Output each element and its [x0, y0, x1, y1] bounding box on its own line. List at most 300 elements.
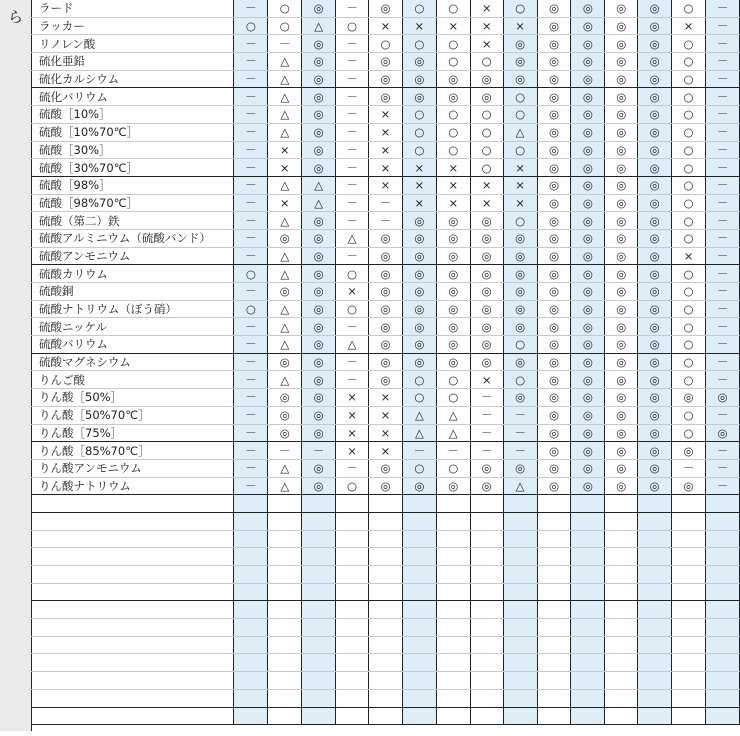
- rating-cell: ○: [672, 141, 706, 159]
- rating-cell: －: [234, 53, 268, 71]
- table-row: [31, 53, 740, 71]
- rating-cell: －: [706, 283, 740, 301]
- rating-cell: ◎: [638, 318, 672, 336]
- blank-cell: [402, 512, 436, 530]
- blank-name-cell: [31, 636, 234, 654]
- blank-cell: [706, 601, 740, 619]
- blank-cell: [268, 601, 302, 619]
- rating-cell: ◎: [537, 336, 571, 354]
- rating-cell: －: [234, 106, 268, 124]
- rating-cell: ◎: [571, 194, 605, 212]
- blank-row: [31, 601, 740, 619]
- rating-cell: ○: [402, 371, 436, 389]
- rating-cell: －: [234, 229, 268, 247]
- blank-cell: [605, 566, 638, 584]
- blank-cell: [268, 619, 302, 637]
- rating-cell: ◎: [605, 442, 638, 460]
- blank-cell: [672, 512, 706, 530]
- chemical-name: 硫酸マグネシウム: [31, 353, 234, 371]
- blank-row: [31, 530, 740, 548]
- blank-cell: [369, 495, 403, 513]
- blank-cell: [503, 689, 537, 707]
- rating-cell: －: [706, 194, 740, 212]
- rating-cell: ×: [470, 17, 503, 35]
- rating-cell: ○: [503, 212, 537, 230]
- blank-cell: [503, 619, 537, 637]
- blank-cell: [402, 707, 436, 725]
- rating-cell: ◎: [369, 70, 403, 88]
- blank-cell: [537, 495, 571, 513]
- rating-cell: ◎: [571, 212, 605, 230]
- blank-cell: [336, 654, 369, 672]
- rating-cell: ◎: [537, 17, 571, 35]
- blank-cell: [672, 672, 706, 690]
- rating-cell: －: [706, 141, 740, 159]
- table-row: [31, 265, 740, 283]
- rating-cell: ×: [470, 371, 503, 389]
- rating-cell: ◎: [571, 389, 605, 407]
- blank-cell: [302, 512, 336, 530]
- rating-cell: ◎: [402, 247, 436, 265]
- rating-cell: －: [336, 0, 369, 17]
- blank-cell: [605, 707, 638, 725]
- table-row: [31, 442, 740, 460]
- rating-cell: ◎: [638, 424, 672, 442]
- rating-cell: ◎: [605, 389, 638, 407]
- rating-cell: ◎: [470, 477, 503, 495]
- rating-cell: －: [369, 194, 403, 212]
- rating-cell: ◎: [302, 353, 336, 371]
- blank-cell: [638, 689, 672, 707]
- blank-cell: [369, 672, 403, 690]
- rating-cell: ◎: [638, 229, 672, 247]
- blank-cell: [503, 583, 537, 601]
- rating-cell: －: [706, 70, 740, 88]
- rating-cell: ○: [402, 389, 436, 407]
- rating-cell: ◎: [706, 389, 740, 407]
- blank-cell: [605, 672, 638, 690]
- rating-cell: ×: [336, 442, 369, 460]
- table-row: [31, 336, 740, 354]
- rating-cell: ○: [470, 141, 503, 159]
- blank-row: [31, 512, 740, 530]
- rating-cell: △: [336, 229, 369, 247]
- blank-cell: [302, 601, 336, 619]
- rating-cell: ◎: [302, 35, 336, 53]
- blank-name-cell: [31, 707, 234, 725]
- blank-cell: [302, 530, 336, 548]
- blank-cell: [402, 530, 436, 548]
- rating-cell: △: [503, 123, 537, 141]
- blank-cell: [537, 654, 571, 672]
- rating-cell: ◎: [638, 265, 672, 283]
- rating-cell: ○: [402, 459, 436, 477]
- blank-cell: [605, 512, 638, 530]
- rating-cell: －: [706, 265, 740, 283]
- rating-cell: ◎: [638, 247, 672, 265]
- blank-cell: [402, 601, 436, 619]
- rating-cell: －: [706, 53, 740, 71]
- rating-cell: ◎: [402, 212, 436, 230]
- rating-cell: ◎: [571, 353, 605, 371]
- blank-cell: [302, 654, 336, 672]
- rating-cell: ○: [503, 336, 537, 354]
- rating-cell: ◎: [605, 70, 638, 88]
- rating-cell: －: [503, 424, 537, 442]
- rating-cell: ◎: [302, 318, 336, 336]
- rating-cell: －: [234, 371, 268, 389]
- chemical-name: 硫酸アルミニウム（硫酸バンド）: [31, 229, 234, 247]
- blank-cell: [336, 672, 369, 690]
- rating-cell: ◎: [571, 371, 605, 389]
- blank-cell: [537, 672, 571, 690]
- blank-cell: [402, 636, 436, 654]
- rating-cell: ◎: [605, 141, 638, 159]
- rating-cell: ○: [436, 141, 470, 159]
- rating-cell: ○: [672, 353, 706, 371]
- rating-cell: －: [402, 442, 436, 460]
- blank-cell: [436, 583, 470, 601]
- rating-cell: ×: [369, 389, 403, 407]
- rating-cell: ◎: [605, 53, 638, 71]
- rating-cell: ◎: [503, 318, 537, 336]
- rating-cell: ×: [369, 424, 403, 442]
- rating-cell: ◎: [470, 212, 503, 230]
- rating-cell: ◎: [571, 283, 605, 301]
- blank-cell: [638, 619, 672, 637]
- rating-cell: ◎: [537, 53, 571, 71]
- rating-cell: ◎: [537, 247, 571, 265]
- rating-cell: ◎: [571, 176, 605, 194]
- rating-cell: ◎: [537, 353, 571, 371]
- blank-cell: [638, 707, 672, 725]
- rating-cell: ◎: [537, 106, 571, 124]
- blank-cell: [369, 636, 403, 654]
- rating-cell: ◎: [571, 300, 605, 318]
- rating-cell: ◎: [638, 194, 672, 212]
- rating-cell: ◎: [369, 371, 403, 389]
- blank-cell: [638, 654, 672, 672]
- blank-cell: [302, 619, 336, 637]
- rating-cell: ×: [369, 176, 403, 194]
- rating-cell: △: [268, 265, 302, 283]
- rating-cell: －: [436, 442, 470, 460]
- table-row: [31, 424, 740, 442]
- rating-cell: ◎: [302, 88, 336, 106]
- rating-cell: ○: [234, 300, 268, 318]
- rating-cell: △: [268, 318, 302, 336]
- rating-cell: －: [234, 283, 268, 301]
- blank-cell: [503, 601, 537, 619]
- rating-cell: ◎: [605, 247, 638, 265]
- blank-cell: [537, 566, 571, 584]
- blank-cell: [605, 548, 638, 566]
- rating-cell: ◎: [470, 318, 503, 336]
- rating-cell: ○: [436, 53, 470, 71]
- blank-cell: [234, 566, 268, 584]
- rating-cell: ○: [470, 53, 503, 71]
- table-row: [31, 247, 740, 265]
- rating-cell: ◎: [571, 336, 605, 354]
- rating-cell: ◎: [638, 283, 672, 301]
- blank-cell: [706, 689, 740, 707]
- rating-cell: ○: [234, 17, 268, 35]
- rating-cell: －: [234, 0, 268, 17]
- rating-cell: △: [268, 53, 302, 71]
- rating-cell: ◎: [268, 229, 302, 247]
- rating-cell: ○: [672, 212, 706, 230]
- rating-cell: －: [706, 247, 740, 265]
- rating-cell: －: [706, 406, 740, 424]
- rating-cell: △: [436, 424, 470, 442]
- rating-cell: ○: [672, 70, 706, 88]
- section-label: ら: [7, 8, 23, 26]
- chemical-name: 硫酸銅: [31, 283, 234, 301]
- blank-name-cell: [31, 495, 234, 513]
- rating-cell: ◎: [605, 318, 638, 336]
- rating-cell: ◎: [436, 300, 470, 318]
- rating-cell: ◎: [503, 70, 537, 88]
- blank-cell: [470, 548, 503, 566]
- rating-cell: ◎: [436, 318, 470, 336]
- rating-cell: ○: [672, 336, 706, 354]
- blank-cell: [369, 689, 403, 707]
- rating-cell: ◎: [470, 353, 503, 371]
- rating-cell: －: [234, 141, 268, 159]
- rating-cell: －: [234, 88, 268, 106]
- chemical-name: りんご酸: [31, 371, 234, 389]
- rating-cell: ×: [436, 159, 470, 177]
- blank-cell: [672, 495, 706, 513]
- blank-cell: [336, 601, 369, 619]
- rating-cell: ◎: [302, 53, 336, 71]
- rating-cell: ◎: [605, 406, 638, 424]
- blank-cell: [571, 548, 605, 566]
- blank-name-cell: [31, 512, 234, 530]
- rating-cell: ◎: [638, 106, 672, 124]
- blank-cell: [706, 530, 740, 548]
- rating-cell: ◎: [436, 477, 470, 495]
- chemical-name: りん酸ナトリウム: [31, 477, 234, 495]
- rating-cell: ◎: [638, 53, 672, 71]
- rating-cell: ◎: [605, 194, 638, 212]
- rating-cell: △: [268, 88, 302, 106]
- chemical-name: 硫酸ナトリウム（ぼう硝）: [31, 300, 234, 318]
- blank-cell: [638, 566, 672, 584]
- rating-cell: ◎: [369, 300, 403, 318]
- blank-cell: [672, 530, 706, 548]
- rating-cell: －: [706, 17, 740, 35]
- blank-cell: [470, 654, 503, 672]
- rating-cell: ◎: [402, 300, 436, 318]
- blank-cell: [672, 619, 706, 637]
- blank-cell: [537, 512, 571, 530]
- rating-cell: ○: [503, 0, 537, 17]
- blank-cell: [672, 601, 706, 619]
- rating-cell: ×: [369, 17, 403, 35]
- blank-name-cell: [31, 601, 234, 619]
- rating-cell: ◎: [436, 336, 470, 354]
- rating-cell: ○: [402, 141, 436, 159]
- chemical-name: ラッカー: [31, 17, 234, 35]
- blank-cell: [706, 495, 740, 513]
- blank-cell: [706, 707, 740, 725]
- rating-cell: ◎: [402, 353, 436, 371]
- blank-cell: [336, 707, 369, 725]
- blank-cell: [369, 601, 403, 619]
- rating-cell: ◎: [605, 229, 638, 247]
- chemical-name: 硫酸［30%70℃］: [31, 159, 234, 177]
- blank-cell: [503, 495, 537, 513]
- blank-cell: [571, 689, 605, 707]
- rating-cell: ◎: [436, 247, 470, 265]
- rating-cell: △: [302, 194, 336, 212]
- rating-cell: ◎: [503, 229, 537, 247]
- blank-cell: [369, 530, 403, 548]
- blank-cell: [503, 707, 537, 725]
- rating-cell: ◎: [537, 318, 571, 336]
- table-row: [31, 353, 740, 371]
- rating-cell: ◎: [503, 265, 537, 283]
- rating-cell: －: [234, 247, 268, 265]
- blank-cell: [638, 495, 672, 513]
- rating-cell: －: [369, 212, 403, 230]
- rating-cell: ◎: [436, 70, 470, 88]
- rating-cell: ◎: [605, 0, 638, 17]
- blank-cell: [302, 707, 336, 725]
- rating-cell: ◎: [369, 247, 403, 265]
- rating-cell: ◎: [638, 123, 672, 141]
- rating-cell: △: [268, 336, 302, 354]
- rating-cell: ◎: [571, 265, 605, 283]
- blank-cell: [268, 530, 302, 548]
- blank-cell: [436, 707, 470, 725]
- rating-cell: ×: [268, 159, 302, 177]
- rating-cell: ◎: [302, 0, 336, 17]
- rating-cell: ◎: [470, 459, 503, 477]
- rating-cell: ◎: [537, 442, 571, 460]
- rating-cell: ○: [336, 300, 369, 318]
- rating-cell: －: [234, 406, 268, 424]
- rating-cell: ◎: [638, 35, 672, 53]
- rating-cell: ◎: [571, 106, 605, 124]
- rating-cell: ◎: [537, 88, 571, 106]
- rating-cell: －: [268, 35, 302, 53]
- rating-cell: ◎: [638, 406, 672, 424]
- rating-cell: ◎: [638, 477, 672, 495]
- rating-cell: ◎: [402, 70, 436, 88]
- rating-cell: ◎: [537, 123, 571, 141]
- blank-cell: [638, 583, 672, 601]
- blank-cell: [503, 654, 537, 672]
- blank-cell: [336, 636, 369, 654]
- blank-cell: [638, 530, 672, 548]
- rating-cell: ○: [436, 389, 470, 407]
- rating-cell: ◎: [402, 477, 436, 495]
- rating-cell: ◎: [605, 477, 638, 495]
- blank-cell: [436, 495, 470, 513]
- rating-cell: ×: [436, 194, 470, 212]
- rating-cell: ◎: [605, 336, 638, 354]
- table-row: [31, 477, 740, 495]
- blank-cell: [571, 566, 605, 584]
- rating-cell: ○: [436, 459, 470, 477]
- rating-cell: －: [706, 0, 740, 17]
- blank-row: [31, 636, 740, 654]
- rating-cell: △: [268, 70, 302, 88]
- blank-cell: [302, 495, 336, 513]
- rating-cell: ◎: [503, 247, 537, 265]
- blank-cell: [706, 672, 740, 690]
- rating-cell: ○: [436, 106, 470, 124]
- rating-cell: ◎: [706, 424, 740, 442]
- table-row: [31, 406, 740, 424]
- rating-cell: －: [470, 406, 503, 424]
- rating-cell: －: [234, 442, 268, 460]
- blank-cell: [234, 707, 268, 725]
- rating-cell: ◎: [402, 88, 436, 106]
- blank-name-cell: [31, 566, 234, 584]
- blank-cell: [369, 548, 403, 566]
- rating-cell: ◎: [470, 247, 503, 265]
- rating-cell: ◎: [302, 283, 336, 301]
- rating-cell: ◎: [605, 88, 638, 106]
- rating-cell: ◎: [537, 389, 571, 407]
- blank-name-cell: [31, 583, 234, 601]
- blank-cell: [234, 495, 268, 513]
- rating-cell: ◎: [503, 53, 537, 71]
- rating-cell: ×: [369, 141, 403, 159]
- blank-cell: [672, 566, 706, 584]
- rating-cell: ◎: [436, 353, 470, 371]
- rating-cell: ◎: [537, 159, 571, 177]
- rating-cell: ◎: [302, 229, 336, 247]
- blank-cell: [234, 512, 268, 530]
- rating-cell: △: [503, 477, 537, 495]
- blank-cell: [302, 689, 336, 707]
- rating-cell: ×: [470, 176, 503, 194]
- rating-cell: ◎: [605, 123, 638, 141]
- rating-cell: ◎: [605, 371, 638, 389]
- rating-cell: ○: [436, 371, 470, 389]
- blank-cell: [268, 689, 302, 707]
- rating-cell: ◎: [302, 159, 336, 177]
- rating-cell: ◎: [638, 336, 672, 354]
- rating-cell: ○: [672, 300, 706, 318]
- chemical-name: 硫化亜鉛: [31, 53, 234, 71]
- rating-cell: ◎: [571, 477, 605, 495]
- blank-cell: [503, 548, 537, 566]
- rating-cell: ◎: [571, 53, 605, 71]
- rating-cell: ×: [470, 194, 503, 212]
- blank-cell: [638, 672, 672, 690]
- rating-cell: ○: [672, 159, 706, 177]
- rating-cell: ○: [470, 123, 503, 141]
- blank-cell: [706, 548, 740, 566]
- rating-cell: ◎: [503, 35, 537, 53]
- rating-cell: ◎: [605, 176, 638, 194]
- blank-cell: [672, 707, 706, 725]
- blank-cell: [268, 548, 302, 566]
- blank-cell: [470, 601, 503, 619]
- rating-cell: ○: [402, 0, 436, 17]
- blank-cell: [268, 583, 302, 601]
- rating-cell: ◎: [537, 406, 571, 424]
- blank-cell: [302, 636, 336, 654]
- rating-cell: ×: [503, 159, 537, 177]
- rating-cell: △: [268, 247, 302, 265]
- rating-cell: ○: [369, 35, 403, 53]
